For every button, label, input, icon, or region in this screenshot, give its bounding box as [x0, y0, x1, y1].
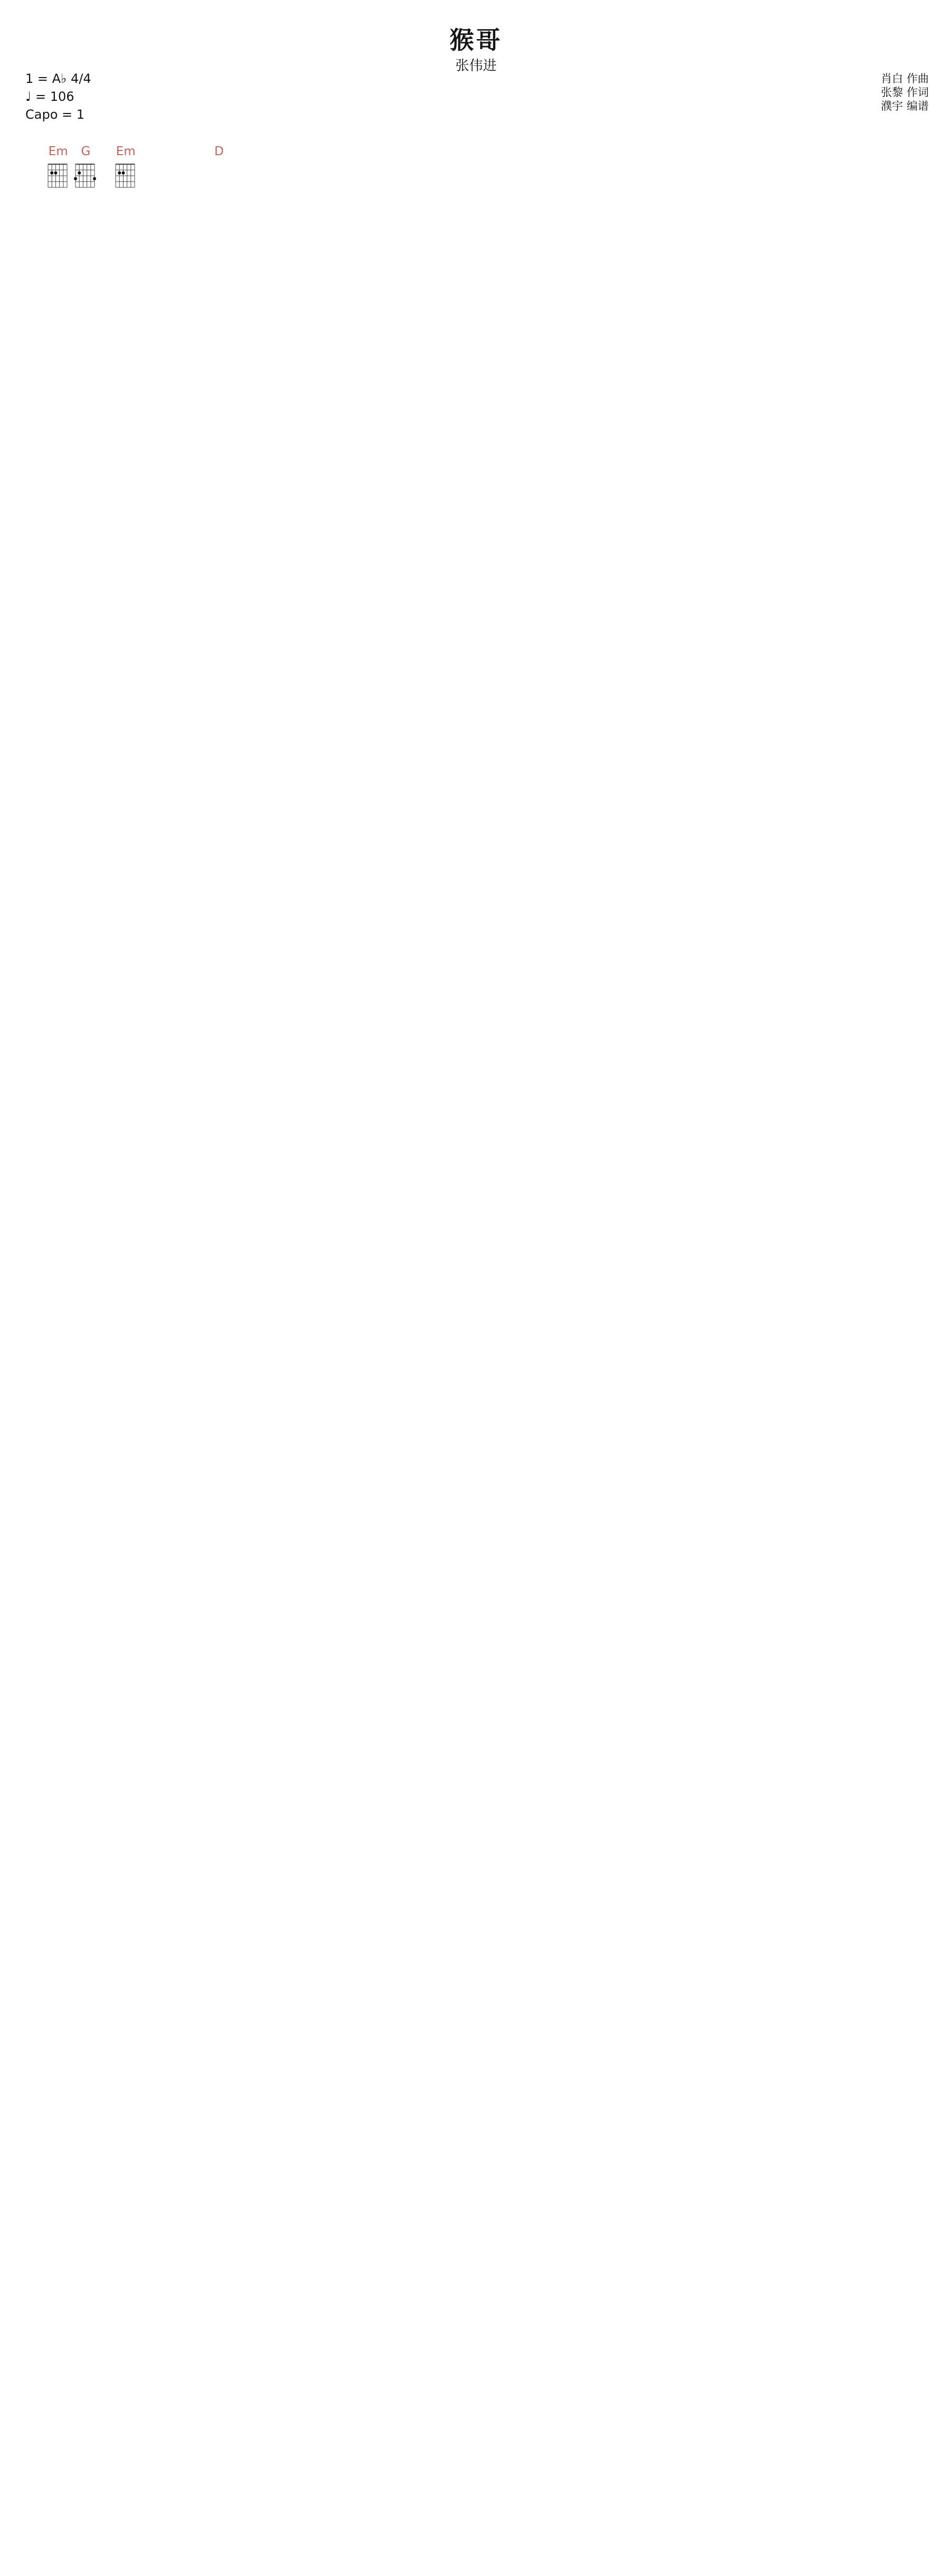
- chord-name: G: [81, 145, 91, 158]
- chord-em: [44, 145, 72, 193]
- chord-name: D: [214, 145, 224, 158]
- capo: Capo = 1: [25, 107, 85, 122]
- chord-name: Em: [48, 145, 68, 158]
- credits-block: [881, 72, 929, 113]
- tempo: ♩ = 106: [25, 89, 74, 104]
- credit-line-1: 张黎 作词: [881, 86, 929, 99]
- credit-line-0: 肖白 作曲: [881, 72, 929, 85]
- chord-diagram: [74, 158, 97, 191]
- chord-d: [205, 145, 233, 158]
- song-title: 猴哥: [449, 26, 503, 54]
- score-meta: [25, 70, 91, 124]
- chord-name: Em: [116, 145, 136, 158]
- credit-line-2: 濮宇 编谱: [881, 100, 929, 112]
- chord-g: [72, 145, 99, 193]
- chord-em: [112, 145, 139, 193]
- chord-diagram: [46, 158, 70, 191]
- chord-diagram: [114, 158, 137, 191]
- key-signature: 1 = A♭ 4/4: [25, 71, 91, 86]
- song-artist: 张伟进: [455, 58, 497, 74]
